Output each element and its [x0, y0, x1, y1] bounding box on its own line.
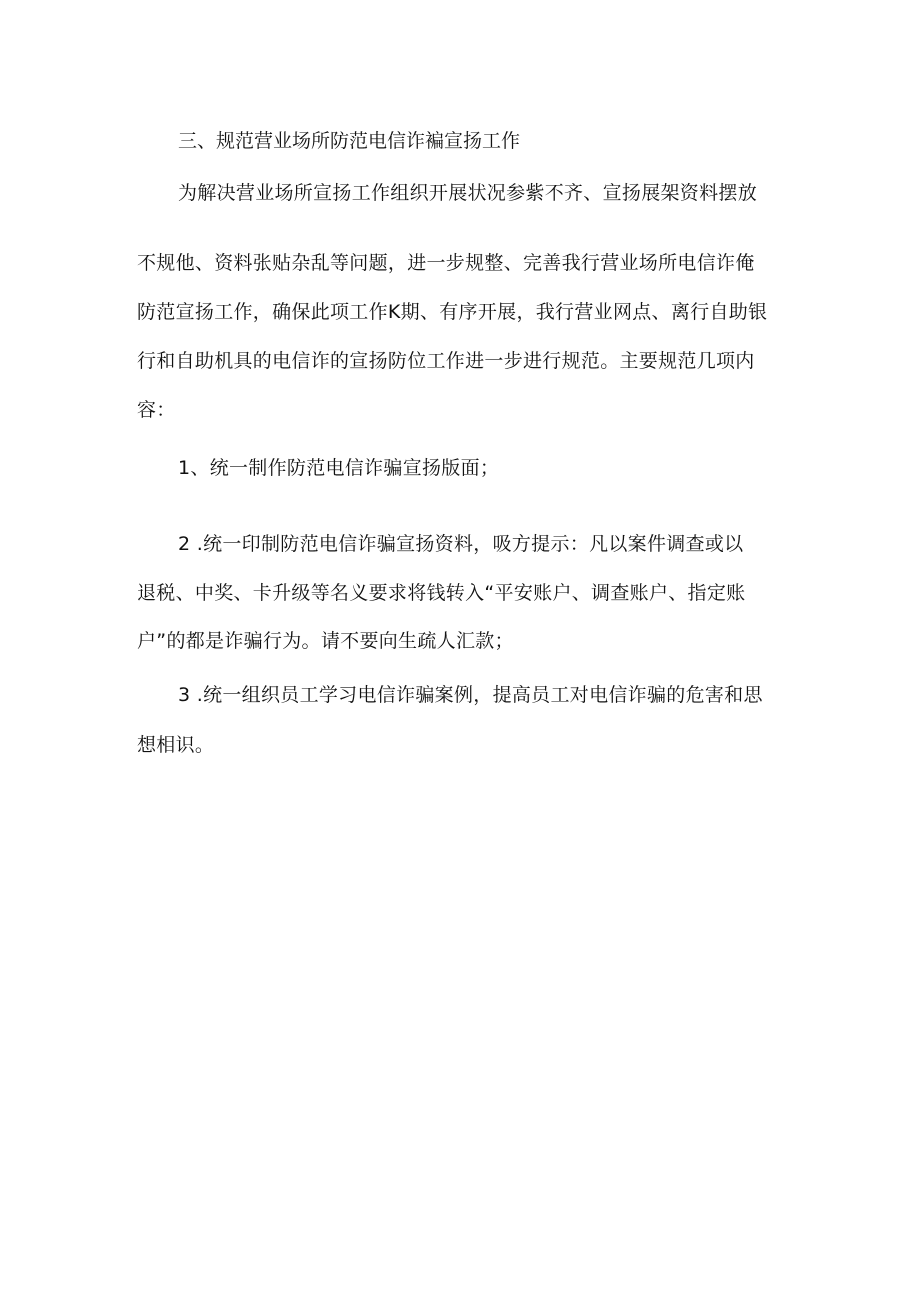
list-item-3-line: 3 .统一组织员工学习电信诈骗案例，提高员工对电信诈骗的危害和思 [178, 684, 763, 706]
paragraph-line: 防范宣扬工作，确保此项工作K期、有序开展，我行营业网点、离行自助银 [137, 301, 768, 323]
list-item-2-line: 2 .统一印制防范电信诈骗宣扬资料，吸方提示：凡以案件调查或以 [178, 533, 744, 555]
paragraph-line: 行和自助机具的电信诈的宣扬防位工作进一步进行规范。主要规范几项内 [137, 350, 755, 372]
paragraph-line: 不规他、资料张贴杂乱等问题，进一步规整、完善我行营业场所电信诈俺 [137, 252, 755, 274]
list-item-1: 1、统一制作防范电信诈骗宣扬版面； [178, 457, 500, 479]
paragraph-line: 为解决营业场所宣扬工作组织开展状况参紫不齐、宣扬展架资料摆放 [178, 182, 758, 204]
list-item-2-line: 户”的都是诈骗行为。请不要向生疏人汇款； [137, 630, 514, 652]
paragraph-line: 容： [137, 399, 176, 421]
list-item-3-line: 想相识。 [137, 734, 215, 756]
list-item-2-line: 退税、中奖、卡升级等名义要求将钱转入“平安账户、调查账户、指定账 [137, 582, 746, 604]
section-heading: 三、规范营业场所防范电信诈褊宣扬工作 [178, 130, 521, 152]
